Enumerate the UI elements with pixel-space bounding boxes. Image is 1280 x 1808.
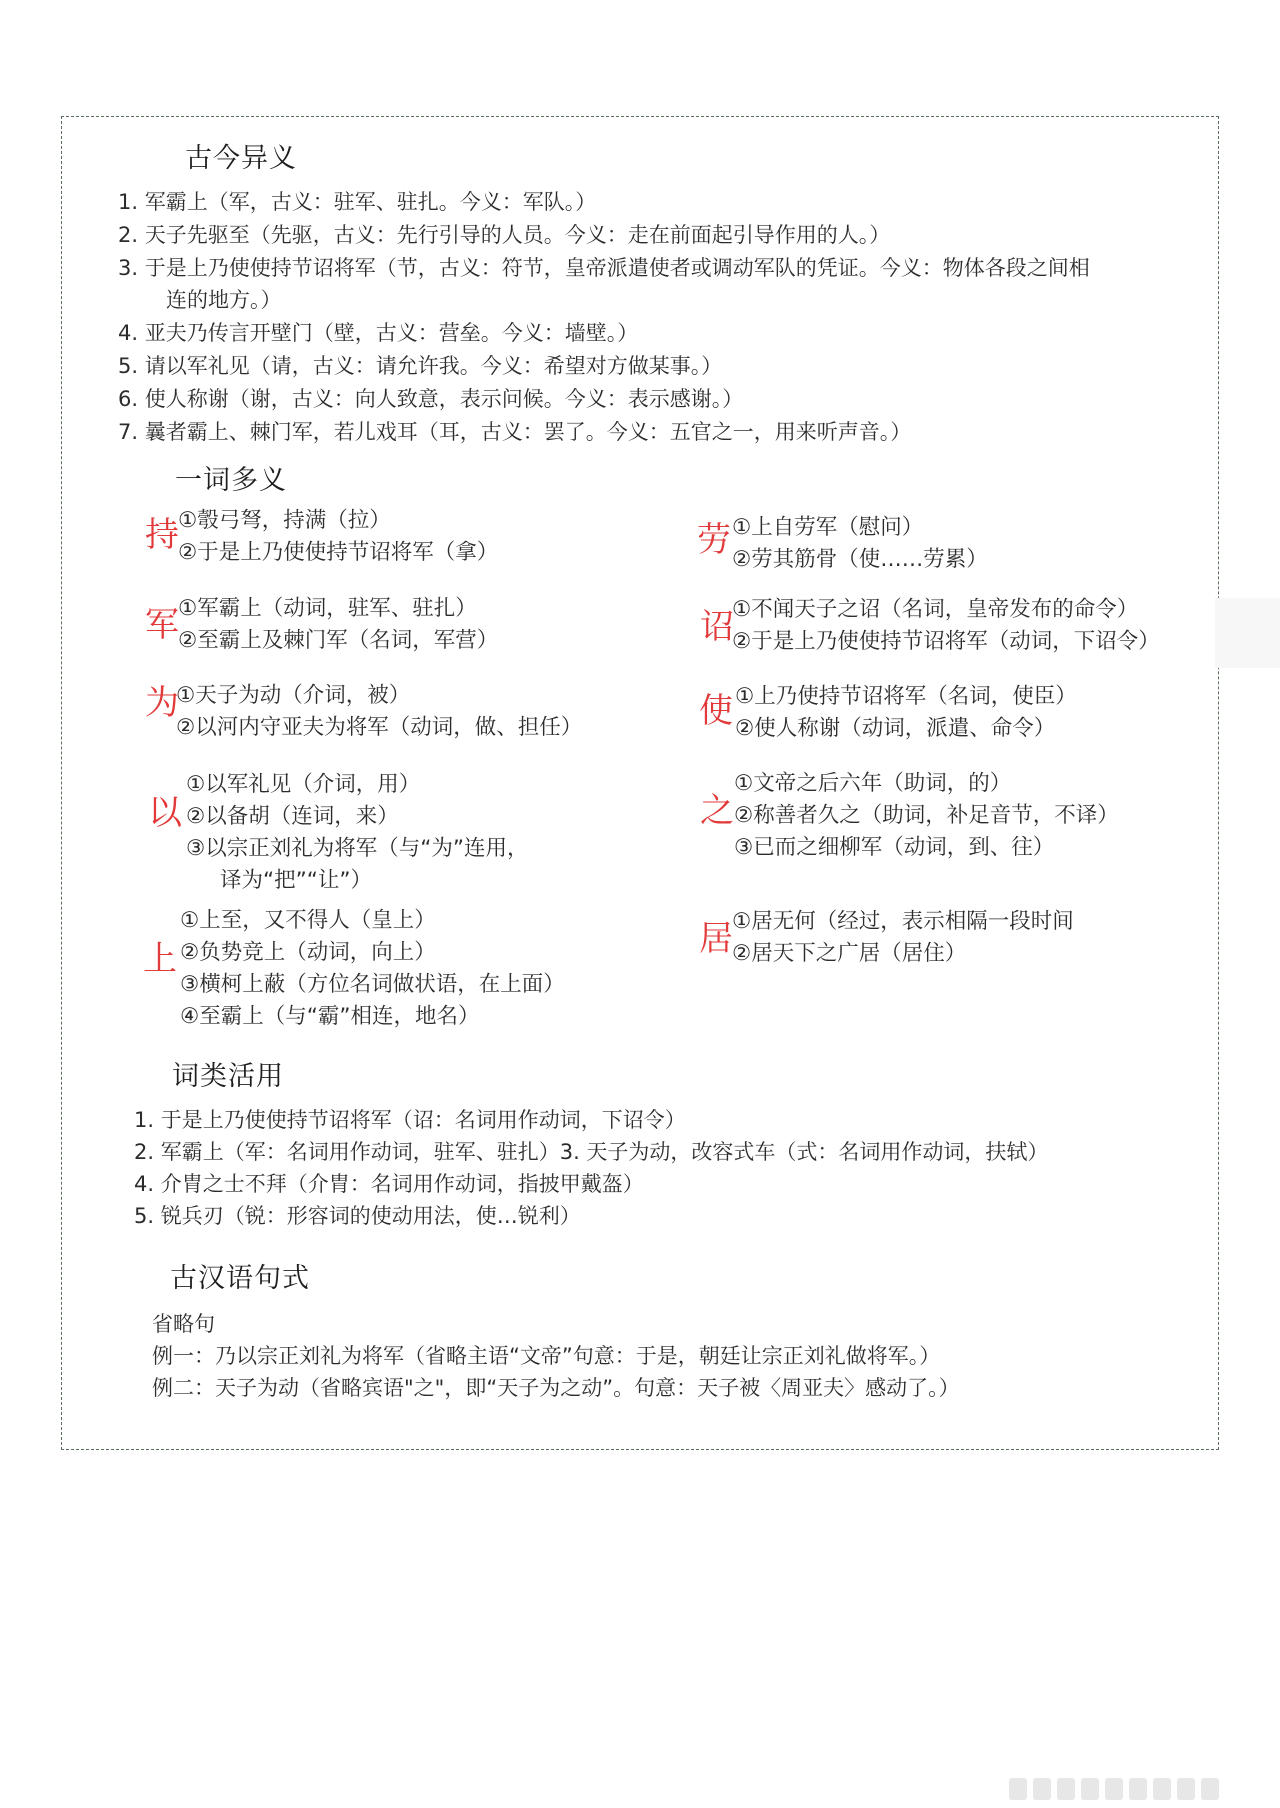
polysemy-senses (732, 906, 1074, 970)
sense-item: ②劳其筋骨（使……劳累） (732, 547, 988, 572)
clhy-item: 4. 介胄之士不拜（介胄：名词用作动词，指披甲戴盔） (134, 1172, 644, 1196)
ghyjs-item: 例一：乃以宗正刘礼为将军（省略主语“文帝”句意：于是，朝廷让宗正刘礼做将军。） (152, 1344, 941, 1368)
gjyy-item: 4. 亚夫乃传言开壁门（壁，古义：营垒。今义：墙壁。） (118, 321, 639, 345)
sense-item: ①不闻天子之诏（名词，皇帝发布的命令） (732, 597, 1139, 622)
sense-item: ①上至，又不得人（皇上） (180, 908, 436, 933)
gjyy-item-cont: 连的地方。） (166, 288, 282, 312)
sense-item: ①彀弓弩，持满（拉） (178, 508, 391, 533)
ghyjs-item: 例二：天子为动（省略宾语"之"，即“天子为之动”。句意：天子被〈周亚夫〉感动了。） (152, 1376, 960, 1400)
polysemy-char: 上 (143, 939, 177, 979)
clhy-item: 1. 于是上乃使使持节诏将军（诏：名词用作动词，下诏令） (134, 1108, 686, 1132)
polysemy-char: 使 (699, 691, 733, 731)
sense-item: ②以备胡（连词，来） (186, 804, 399, 829)
sense-item: ①以军礼见（介词，用） (186, 772, 421, 797)
sense-item: ④至霸上（与“霸”相连，地名） (180, 1004, 480, 1029)
gjyy-item: 3. 于是上乃使使持节诏将军（节，古义：符节，皇帝派遣使者或调动军队的凭证。今义：物体各段之间相 (118, 256, 1090, 280)
polysemy-senses (178, 505, 498, 569)
sense-item: ②居天下之广居（居住） (732, 941, 967, 966)
polysemy-char: 持 (145, 515, 179, 555)
clhy-item: 2. 军霸上（军：名词用作动词，驻军、驻扎）3. 天子为动，改容式车（式：名词用作动词，扶轼） (134, 1140, 1049, 1164)
gjyy-item: 5. 请以军礼见（请，古义：请允许我。今义：希望对方做某事。） (118, 354, 723, 378)
polysemy-senses (734, 768, 1119, 864)
sense-item: ②至霸上及棘门军（名词，军营） (178, 628, 499, 653)
sense-item: ③以宗正刘礼为将军（与“为”连用， (186, 836, 529, 861)
polysemy-senses (176, 680, 582, 744)
polysemy-senses (178, 593, 498, 657)
sense-item: ②使人称谢（动词，派遣、命令） (735, 716, 1056, 741)
gjyy-item: 7. 曩者霸上、棘门军，若儿戏耳（耳，古义：罢了。今义：五官之一，用来听声音。） (118, 420, 912, 444)
sense-item: ①文帝之后六年（助词，的） (734, 771, 1012, 796)
polysemy-senses (735, 681, 1077, 745)
polysemy-char: 居 (699, 919, 733, 959)
section-title-ghyjs: 古汉语句式 (170, 1263, 310, 1294)
gjyy-list (118, 186, 1090, 448)
sense-item: ①天子为动（介词，被） (176, 683, 411, 708)
sense-item: ②于是上乃使使持节诏将军（动词，下诏令） (732, 629, 1160, 654)
sense-item: ①军霸上（动词，驻军、驻扎） (178, 596, 477, 621)
gjyy-item: 6. 使人称谢（谢，古义：向人致意，表示问候。今义：表示感谢。） (118, 387, 744, 411)
polysemy-senses (732, 594, 1160, 658)
polysemy-char: 为 (145, 683, 179, 723)
section-title-ycdy: 一词多义 (175, 465, 287, 496)
polysemy-senses (732, 512, 988, 576)
sense-item: ③横柯上蔽（方位名词做状语，在上面） (180, 972, 565, 997)
clhy-list (134, 1104, 1048, 1232)
polysemy-char: 之 (700, 791, 734, 831)
sense-item: ②负势竞上（动词，向上） (180, 940, 436, 965)
sense-item: ①上自劳军（慰问） (732, 515, 924, 540)
polysemy-senses (180, 905, 565, 1033)
polysemy-char: 劳 (697, 520, 731, 560)
edge-shadow (1215, 598, 1280, 668)
ghyjs-list (152, 1308, 960, 1404)
gjyy-item: 2. 天子先驱至（先驱，古义：先行引导的人员。今义：走在前面起引导作用的人。） (118, 223, 891, 247)
sense-item: ②以河内守亚夫为将军（动词，做、担任） (176, 715, 583, 740)
sense-item: ②于是上乃使使持节诏将军（拿） (178, 540, 499, 565)
polysemy-senses (186, 769, 529, 897)
sense-item-cont: 译为“把”“让”） (220, 868, 373, 893)
ghyjs-subtitle: 省略句 (152, 1312, 215, 1336)
sense-item: ②称善者久之（助词，补足音节，不译） (734, 803, 1119, 828)
watermark (1009, 1778, 1259, 1802)
polysemy-char: 以 (148, 793, 182, 833)
polysemy-char: 诏 (700, 607, 734, 647)
sense-item: ①居无何（经过，表示相隔一段时间 (732, 909, 1074, 934)
section-title-gjyy: 古今异义 (185, 143, 297, 174)
section-title-clhy: 词类活用 (172, 1061, 284, 1092)
sense-item: ①上乃使持节诏将军（名词，使臣） (735, 684, 1077, 709)
polysemy-char: 军 (145, 605, 179, 645)
sense-item: ③已而之细柳军（动词，到、往） (734, 835, 1055, 860)
clhy-item: 5. 锐兵刃（锐：形容词的使动用法，使…锐利） (134, 1204, 581, 1228)
gjyy-item: 1. 军霸上（军，古义：驻军、驻扎。今义：军队。） (118, 190, 597, 214)
